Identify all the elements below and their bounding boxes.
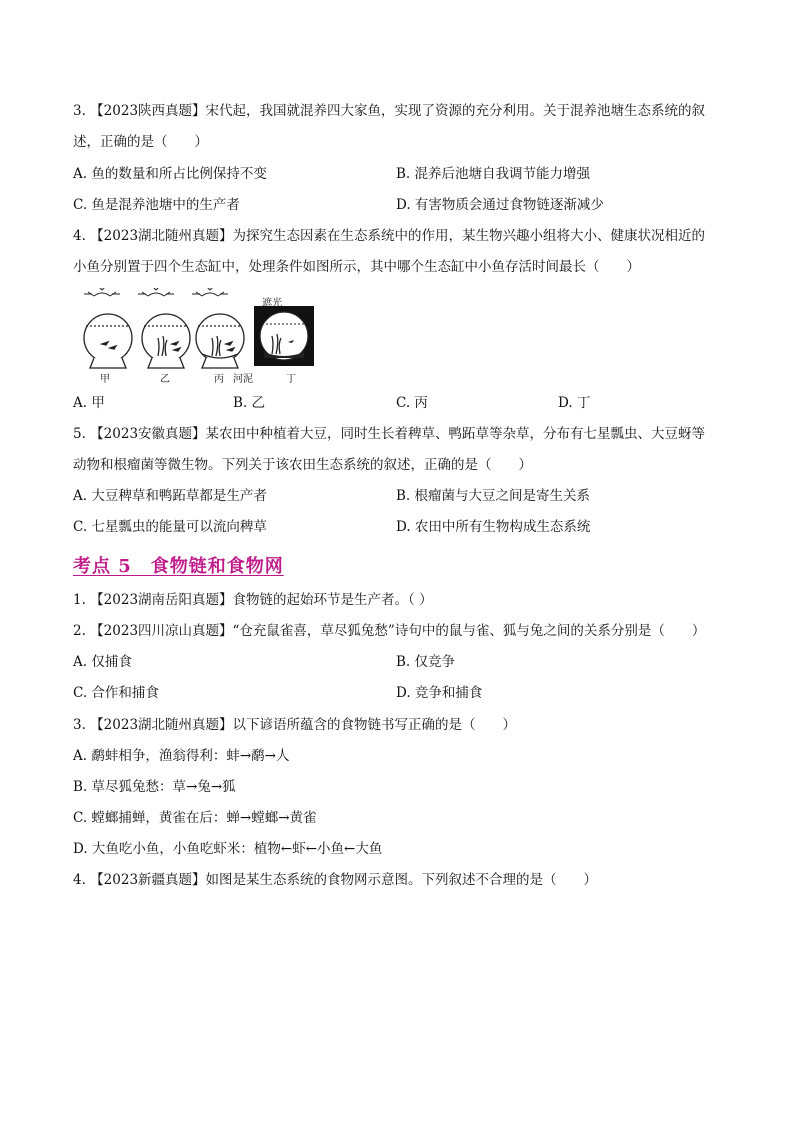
shade-label: 遮光 <box>262 298 282 309</box>
question-4-text-line2: 小鱼分别置于四个生态缸中，处理条件如图所示，其中哪个生态缸中小鱼存活时间最长（ ） <box>73 259 640 275</box>
option-b[interactable]: B. 乙 <box>233 395 266 411</box>
option-b[interactable]: B. 草尽狐兔愁：草→兔→狐 <box>73 779 236 795</box>
jar-ding <box>254 306 314 366</box>
option-a[interactable]: A. 仅捕食 <box>73 654 132 670</box>
s5-question-2-text: 2. 【2023四川凉山真题】“仓充鼠雀喜，草尽狐兔愁”诗句中的鼠与雀、狐与兔之间的关系分别是（ ） <box>73 623 706 639</box>
jar-label-bing: 丙 <box>214 374 224 385</box>
option-c[interactable]: C. 丙 <box>396 395 428 411</box>
ecosystem-jar-figure <box>80 288 320 385</box>
light-rays-icon <box>84 288 228 296</box>
jar-jia <box>84 314 132 368</box>
option-d[interactable]: D. 丁 <box>558 395 591 411</box>
option-d[interactable]: D. 大鱼吃小鱼，小鱼吃虾米：植物←虾←小鱼←大鱼 <box>73 841 383 857</box>
option-c[interactable]: C. 鱼是混养池塘中的生产者 <box>73 197 240 213</box>
jar-bing <box>196 314 244 368</box>
option-d[interactable]: D. 农田中所有生物构成生态系统 <box>396 519 591 535</box>
question-3-text-line2: 述，正确的是（ ） <box>73 134 208 150</box>
jar-label-yi: 乙 <box>160 374 170 385</box>
option-c[interactable]: C. 螳螂捕蝉，黄雀在后：蝉→螳螂→黄雀 <box>73 810 317 826</box>
jar-illustration <box>80 288 320 382</box>
option-a[interactable]: A. 甲 <box>73 395 105 411</box>
option-c[interactable]: C. 合作和捕食 <box>73 685 159 701</box>
option-d[interactable]: D. 竞争和捕食 <box>396 685 483 701</box>
section-title: 考点 5 食物链和食物网 <box>73 556 284 577</box>
jar-label-jia: 甲 <box>100 374 110 385</box>
question-5-text-line2: 动物和根瘤菌等微生物。下列关于该农田生态系统的叙述，正确的是（ ） <box>73 457 532 473</box>
option-c[interactable]: C. 七星瓢虫的能量可以流向稗草 <box>73 519 267 535</box>
question-3-text-line1: 3. 【2023陕西真题】宋代起，我国就混养四大家鱼，实现了资源的充分利用。关于混养池塘生态系统的叙 <box>73 103 706 119</box>
s5-question-1: 1. 【2023湖南岳阳真题】食物链的起始环节是生产者。（ ） <box>73 592 433 608</box>
s5-question-3-text: 3. 【2023湖北随州真题】以下谚语所蕴含的食物链书写正确的是（ ） <box>73 717 517 733</box>
jar-yi <box>142 314 190 368</box>
option-b[interactable]: B. 混养后池塘自我调节能力增强 <box>396 166 591 182</box>
option-a[interactable]: A. 鹬蚌相争，渔翁得利：蚌→鹬→人 <box>73 748 290 764</box>
option-b[interactable]: B. 仅竞争 <box>396 654 456 670</box>
option-a[interactable]: A. 鱼的数量和所占比例保持不变 <box>73 166 267 182</box>
s5-question-4-text: 4. 【2023新疆真题】如图是某生态系统的食物网示意图。下列叙述不合理的是（ ） <box>73 872 598 888</box>
option-a[interactable]: A. 大豆稗草和鸭跖草都是生产者 <box>73 488 267 504</box>
jar-label-mud: 河泥 <box>233 374 253 385</box>
question-5-text-line1: 5. 【2023安徽真题】某农田中种植着大豆，同时生长着稗草、鸭跖草等杂草，分布有七星瓢虫、大豆蚜等 <box>73 426 706 442</box>
jar-label-ding: 丁 <box>286 374 296 385</box>
option-d[interactable]: D. 有害物质会通过食物链逐渐减少 <box>396 197 604 213</box>
question-4-text-line1: 4. 【2023湖北随州真题】为探究生态因素在生态系统中的作用，某生物兴趣小组将大小、健康状况相近的 <box>73 228 706 244</box>
option-b[interactable]: B. 根瘤菌与大豆之间是寄生关系 <box>396 488 591 504</box>
